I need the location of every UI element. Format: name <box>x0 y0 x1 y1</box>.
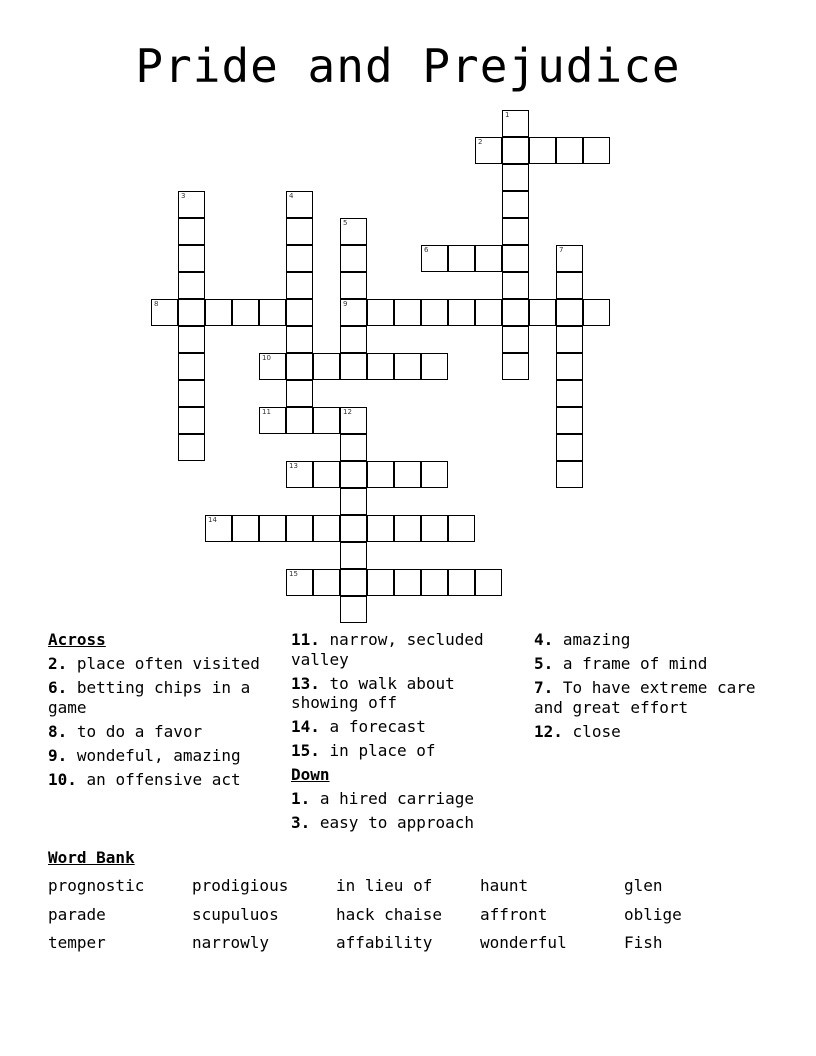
grid-cell[interactable] <box>421 569 448 596</box>
clue-down-7: 7. To have extreme care and great effort <box>534 678 756 717</box>
down-heading: Down <box>291 765 330 784</box>
cell-number: 14 <box>208 516 217 524</box>
grid-cell[interactable] <box>475 137 502 164</box>
word-bank-word: parade <box>48 905 106 924</box>
word-bank-word: affront <box>480 905 548 924</box>
word-bank-word: prognostic <box>48 876 145 895</box>
grid-cell[interactable] <box>178 272 205 299</box>
word-bank-word: hack chaise <box>336 905 442 924</box>
clue-across-13: 13. to walk about showing off <box>291 673 455 712</box>
grid-cell[interactable] <box>259 353 286 380</box>
cell-number: 8 <box>154 300 159 308</box>
clue-across-11: 11. narrow, secluded valley <box>291 630 484 669</box>
grid-cell[interactable] <box>286 515 313 542</box>
grid-cell[interactable] <box>529 137 556 164</box>
grid-cell[interactable] <box>475 569 502 596</box>
cell-number: 5 <box>343 219 348 227</box>
grid-cell[interactable] <box>286 380 313 407</box>
grid-cell[interactable] <box>178 191 205 218</box>
cell-number: 15 <box>289 570 298 578</box>
grid-cell[interactable] <box>340 461 367 488</box>
grid-cell[interactable] <box>313 569 340 596</box>
clue-down-3: 3. easy to approach <box>291 813 475 832</box>
grid-cell[interactable] <box>313 461 340 488</box>
grid-cell[interactable] <box>421 353 448 380</box>
clue-down-5: 5. a frame of mind <box>534 654 708 673</box>
word-bank-heading: Word Bank <box>48 848 135 867</box>
grid-cell[interactable] <box>421 515 448 542</box>
grid-cell[interactable] <box>232 515 259 542</box>
grid-cell[interactable] <box>583 299 610 326</box>
grid-cell[interactable] <box>502 326 529 353</box>
grid-cell[interactable] <box>394 461 421 488</box>
grid-cell[interactable] <box>340 596 367 623</box>
grid-cell[interactable] <box>286 461 313 488</box>
grid-cell[interactable] <box>340 299 367 326</box>
grid-cell[interactable] <box>556 326 583 353</box>
grid-cell[interactable] <box>178 299 205 326</box>
grid-cell[interactable] <box>286 326 313 353</box>
clue-across-14: 14. a forecast <box>291 717 426 736</box>
word-bank-word: Fish <box>624 933 663 952</box>
grid-cell[interactable] <box>178 245 205 272</box>
grid-cell[interactable] <box>394 299 421 326</box>
grid-cell[interactable] <box>421 461 448 488</box>
grid-cell[interactable] <box>502 353 529 380</box>
word-bank-word: prodigious <box>192 876 289 895</box>
grid-cell[interactable] <box>556 380 583 407</box>
grid-cell[interactable] <box>178 218 205 245</box>
grid-cell[interactable] <box>502 164 529 191</box>
clue-across-2: 2. place often visited <box>48 654 260 673</box>
grid-cell[interactable] <box>367 299 394 326</box>
clues-column-right <box>534 630 772 746</box>
grid-cell[interactable] <box>556 407 583 434</box>
clue-down-12: 12. close <box>534 721 621 741</box>
grid-cell[interactable] <box>556 461 583 488</box>
grid-cell[interactable] <box>502 245 529 272</box>
cell-number: 9 <box>343 300 348 308</box>
grid-cell[interactable] <box>313 407 340 434</box>
grid-cell[interactable] <box>367 461 394 488</box>
cell-number: 7 <box>559 246 564 254</box>
cell-number: 4 <box>289 192 294 200</box>
clue-down-4: 4. amazing <box>534 630 631 649</box>
grid-cell[interactable] <box>313 515 340 542</box>
grid-cell[interactable] <box>367 515 394 542</box>
grid-cell[interactable] <box>259 299 286 326</box>
grid-cell[interactable] <box>340 407 367 434</box>
grid-cell[interactable] <box>205 515 232 542</box>
grid-cell[interactable] <box>286 245 313 272</box>
cell-number: 10 <box>262 354 271 362</box>
grid-cell[interactable] <box>178 326 205 353</box>
grid-cell[interactable] <box>475 245 502 272</box>
grid-cell[interactable] <box>286 299 313 326</box>
grid-cell[interactable] <box>178 434 205 461</box>
grid-cell[interactable] <box>448 569 475 596</box>
grid-cell[interactable] <box>340 218 367 245</box>
clues-column-left <box>48 630 286 794</box>
grid-cell[interactable] <box>178 353 205 380</box>
grid-cell[interactable] <box>421 299 448 326</box>
grid-cell[interactable] <box>556 353 583 380</box>
grid-cell[interactable] <box>340 245 367 272</box>
grid-cell[interactable] <box>340 272 367 299</box>
grid-cell[interactable] <box>178 380 205 407</box>
word-bank-word: oblige <box>624 905 682 924</box>
grid-cell[interactable] <box>502 218 529 245</box>
grid-cell[interactable] <box>421 245 448 272</box>
clue-across-9: 9. wondeful, amazing <box>48 745 241 765</box>
clue-across-15: 15. in place of <box>291 741 436 760</box>
grid-cell[interactable] <box>340 326 367 353</box>
word-bank-word: in lieu of <box>336 876 433 895</box>
grid-cell[interactable] <box>556 137 583 164</box>
word-bank-word: affability <box>336 933 433 952</box>
grid-cell[interactable] <box>502 110 529 137</box>
clue-down-1: 1. a hired carriage <box>291 789 475 808</box>
grid-cell[interactable] <box>448 515 475 542</box>
grid-cell[interactable] <box>502 137 529 164</box>
grid-cell[interactable] <box>448 245 475 272</box>
grid-cell[interactable] <box>340 353 367 380</box>
grid-cell[interactable] <box>394 515 421 542</box>
word-bank-word: haunt <box>480 876 529 895</box>
cell-number: 2 <box>478 138 483 146</box>
grid-cell[interactable] <box>313 353 340 380</box>
clue-across-6: 6. betting chips in a game <box>48 678 251 717</box>
grid-cell[interactable] <box>556 272 583 299</box>
grid-cell[interactable] <box>556 434 583 461</box>
grid-cell[interactable] <box>286 569 313 596</box>
cell-number: 13 <box>289 462 298 470</box>
cell-number: 6 <box>424 246 429 254</box>
grid-cell[interactable] <box>583 137 610 164</box>
word-bank-word: scupuluos <box>192 905 279 924</box>
word-bank-word: narrowly <box>192 933 270 952</box>
grid-cell[interactable] <box>556 245 583 272</box>
word-bank-word: glen <box>624 876 663 895</box>
cell-number: 12 <box>343 408 352 416</box>
grid-cell[interactable] <box>286 191 313 218</box>
grid-cell[interactable] <box>367 569 394 596</box>
cell-number: 3 <box>181 192 186 200</box>
cell-number: 1 <box>505 111 510 119</box>
grid-cell[interactable] <box>502 191 529 218</box>
grid-cell[interactable] <box>178 407 205 434</box>
grid-cell[interactable] <box>151 299 178 326</box>
clue-across-8: 8. to do a favor <box>48 721 203 741</box>
grid-cell[interactable] <box>475 299 502 326</box>
grid-cell[interactable] <box>286 407 313 434</box>
grid-cell[interactable] <box>556 299 583 326</box>
puzzle-title: Pride and Prejudice <box>135 39 681 93</box>
cell-number: 11 <box>262 408 271 416</box>
grid-cell[interactable] <box>340 488 367 515</box>
grid-cell[interactable] <box>340 515 367 542</box>
grid-cell[interactable] <box>502 272 529 299</box>
grid-cell[interactable] <box>286 353 313 380</box>
grid-cell[interactable] <box>259 407 286 434</box>
word-bank-word: temper <box>48 933 106 952</box>
grid-cell[interactable] <box>340 542 367 569</box>
grid-cell[interactable] <box>340 569 367 596</box>
across-heading: Across <box>48 630 106 649</box>
grid-cell[interactable] <box>394 569 421 596</box>
clue-across-10: 10. an offensive act <box>48 769 241 789</box>
grid-cell[interactable] <box>340 434 367 461</box>
grid-cell[interactable] <box>394 353 421 380</box>
grid-cell[interactable] <box>232 299 259 326</box>
grid-cell[interactable] <box>367 353 394 380</box>
grid-cell[interactable] <box>286 218 313 245</box>
grid-cell[interactable] <box>529 299 556 326</box>
grid-cell[interactable] <box>205 299 232 326</box>
grid-cell[interactable] <box>286 272 313 299</box>
clues-column-middle <box>291 630 529 837</box>
word-bank-word: wonderful <box>480 933 567 952</box>
grid-cell[interactable] <box>448 299 475 326</box>
grid-cell[interactable] <box>502 299 529 326</box>
grid-cell[interactable] <box>259 515 286 542</box>
